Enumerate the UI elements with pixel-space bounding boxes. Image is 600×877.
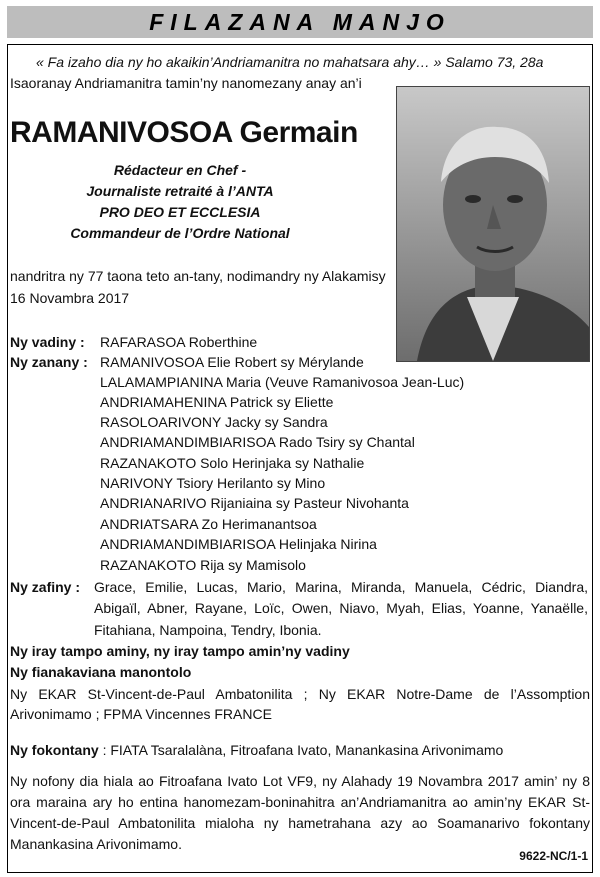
reference-code: 9622-NC/1-1 [519, 849, 588, 863]
family-line: Ny fianakaviana manontolo [10, 664, 192, 680]
fokontany-value: : FIATA Tsaralalàna, Fitroafana Ivato, Manankasina Arivonimamo [98, 742, 504, 758]
title-line: Commandeur de l’Ordre National [70, 225, 290, 241]
bible-quote: « Fa izaho dia ny ho akaikin’Andriamanitra no mahatsara ahy… » Salamo 73, 28a [36, 54, 544, 70]
list-item: RAMANIVOSOA Elie Robert sy Mérylande [100, 354, 364, 370]
title-line: PRO DEO ET ECCLESIA [99, 204, 261, 220]
portrait-image [397, 87, 589, 361]
list-item: ANDRIATSARA Zo Herimanantsoa [100, 516, 317, 532]
list-item: RAZANAKOTO Solo Herinjaka sy Nathalie [100, 455, 365, 471]
fokontany-line [10, 742, 503, 759]
children-label: Ny zanany : [10, 354, 88, 370]
fokontany-label: Ny fokontany [10, 742, 99, 758]
notice-header [7, 6, 593, 38]
list-item: ANDRIANARIVO Rijaniaina sy Pasteur Nivohanta [100, 495, 409, 511]
deceased-titles [40, 160, 320, 244]
list-item: ANDRIAMANDIMBIARISOA Helinjaka Nirina [100, 536, 377, 552]
portrait-photo [396, 86, 590, 362]
grandchildren-label: Ny zafiny : [10, 579, 81, 595]
title-line: Journaliste retraité à l’ANTA [86, 183, 274, 199]
grandchildren-line: Grace, Emilie, Lucas, Mario, Marina, Miranda, Manuela, Cédric, Diandra, [94, 579, 588, 595]
list-item: ANDRIAMAHENINA Patrick sy Eliette [100, 394, 334, 410]
age-line-1: nandritra ny 77 taona teto an-tany, nodimandry ny Alakamisy [10, 268, 386, 284]
title-line: Rédacteur en Chef - [113, 162, 247, 178]
spouse-name: RAFARASOA Roberthine [100, 334, 258, 350]
grandchildren-line: Abigaïl, Abner, Rayane, Loïc, Owen, Niavo, Myah, Elias, Yoanne, Yanaëlle, [94, 600, 588, 616]
burial-paragraph: Ny nofony dia hiala ao Fitroafana Ivato Lot VF9, ny Alahady 19 Novambra 2017 amin’ ny 8 ora maraina ary ho entina hanomezam-boninahitra an’Andriamanitra ao amin’ny EKAR St-Vincent-de-Paul Ambatonilita mialoha ny hametrahana azy ao Soamanarivo fokontany Manankasina Arivonimamo. [10, 773, 590, 852]
list-item: RAZANAKOTO Rija sy Mamisolo [100, 557, 306, 573]
siblings-line: Ny iray tampo aminy, ny iray tampo amin’ny vadiny [10, 643, 350, 659]
list-item: RASOLOARIVONY Jacky sy Sandra [100, 414, 328, 430]
list-item: LALAMAMPIANINA Maria (Veuve Ramanivosoa Jean-Luc) [100, 374, 465, 390]
intro-line: Isaoranay Andriamanitra tamin’ny nanomezany anay an’i [10, 75, 362, 91]
list-item: ANDRIAMANDIMBIARISOA Rado Tsiry sy Chantal [100, 434, 415, 450]
deceased-name: RAMANIVOSOA Germain [10, 116, 358, 149]
grandchildren-line: Fitahiana, Nampoina, Tendry, Ibonia. [94, 622, 322, 638]
notice-title: FILAZANA MANJO [149, 8, 451, 35]
church-paragraph: Ny EKAR St-Vincent-de-Paul Ambatonilita ; Ny EKAR Notre-Dame de l’Assomption Arivonimamo ; FPMA Vincennes FRANCE [10, 686, 590, 722]
list-item: NARIVONY Tsiory Herilanto sy Mino [100, 475, 326, 491]
age-line-2: 16 Novambra 2017 [10, 290, 130, 306]
spouse-label: Ny vadiny : [10, 334, 85, 350]
